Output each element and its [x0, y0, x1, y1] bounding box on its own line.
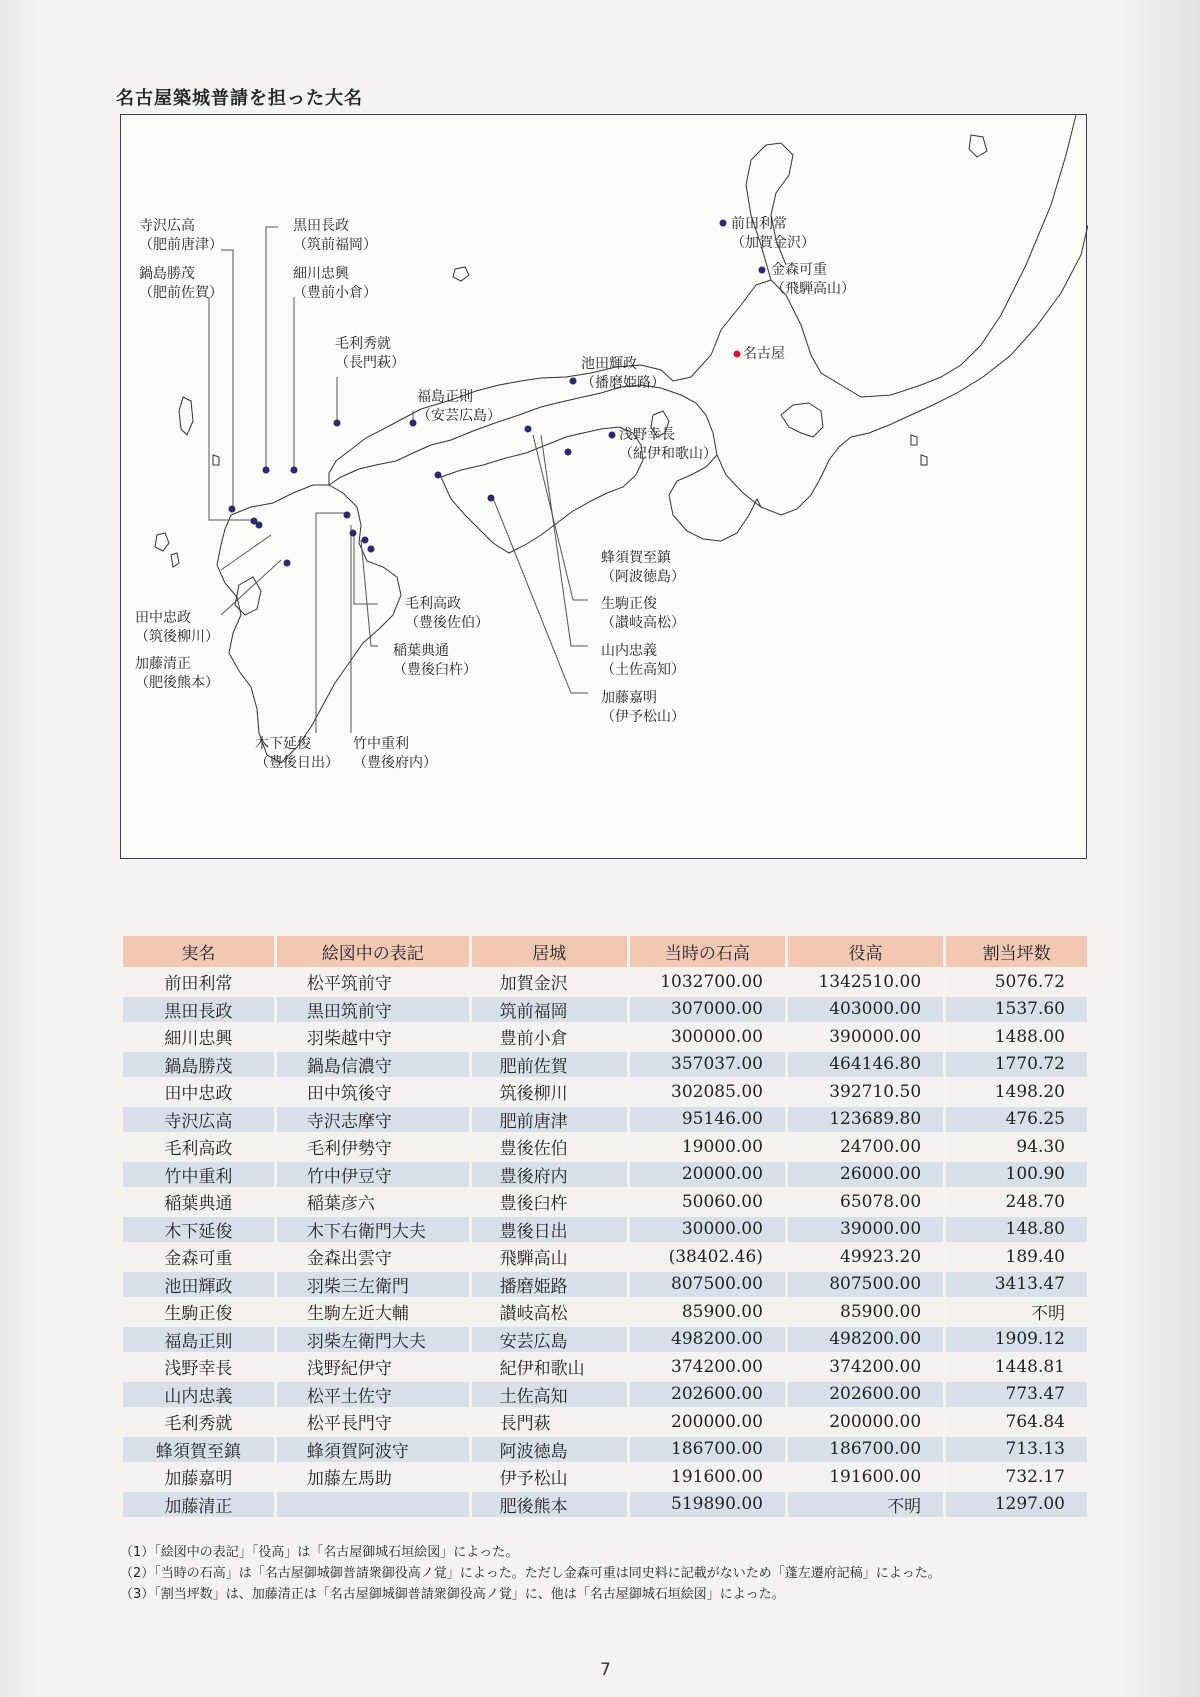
cell-jitsumei: 加藤清正: [123, 1492, 274, 1518]
map-label-asano: 浅野幸長 （紀伊和歌山）: [619, 427, 717, 462]
cell-yakudaka: 24700.00: [788, 1134, 943, 1160]
cell-kokudaka: 374200.00: [630, 1354, 785, 1380]
cell-tsubosu: 3413.47: [946, 1272, 1087, 1298]
cell-jitsumei: 毛利高政: [123, 1134, 274, 1160]
map-label-kato-yoshiaki: 加藤嘉明 （伊予松山）: [601, 690, 685, 725]
table-row: [123, 1189, 1087, 1215]
map-label-hachisuka: 蜂須賀至鎮 （阿波徳島）: [601, 550, 685, 585]
cell-kyojo: 加賀金沢: [472, 969, 627, 995]
cell-kokudaka: 200000.00: [630, 1409, 785, 1435]
cell-jitsumei: 竹中重利: [123, 1162, 274, 1188]
cell-ezu-hyoki: 金森出雲守: [277, 1244, 469, 1270]
cell-kokudaka: 307000.00: [630, 997, 785, 1023]
cell-kyojo: 阿波徳島: [472, 1437, 627, 1463]
map-label-ikeda: 池田輝政 （播磨姫路）: [581, 356, 665, 391]
cell-tsubosu: 1488.00: [946, 1024, 1087, 1050]
cell-yakudaka: 不明: [788, 1492, 943, 1518]
cell-tsubosu: 1297.00: [946, 1492, 1087, 1518]
cell-tsubosu: 148.80: [946, 1217, 1087, 1243]
cell-kyojo: 長門萩: [472, 1409, 627, 1435]
cell-kokudaka: (38402.46): [630, 1244, 785, 1270]
page-title: 名古屋築城普請を担った大名: [116, 88, 363, 109]
table-row: [123, 1437, 1087, 1463]
cell-jitsumei: 黒田長政: [123, 997, 274, 1023]
map-label-mori-takamasa: 毛利高政 （豊後佐伯）: [405, 596, 489, 631]
cell-yakudaka: 392710.50: [788, 1079, 943, 1105]
table-row: [123, 1492, 1087, 1518]
cell-tsubosu: 732.17: [946, 1464, 1087, 1490]
cell-kyojo: 土佐高知: [472, 1382, 627, 1408]
cell-jitsumei: 池田輝政: [123, 1272, 274, 1298]
cell-kyojo: 肥後熊本: [472, 1492, 627, 1518]
table-row: [123, 1079, 1087, 1105]
header-kokudaka: 当時の石高: [630, 936, 785, 967]
map-label-kato-kiyomasa: 加藤清正 （肥後熊本）: [135, 656, 219, 691]
cell-kokudaka: 300000.00: [630, 1024, 785, 1050]
cell-kokudaka: 302085.00: [630, 1079, 785, 1105]
cell-jitsumei: 木下延俊: [123, 1217, 274, 1243]
cell-yakudaka: 202600.00: [788, 1382, 943, 1408]
tsushima-island: [179, 397, 193, 435]
cell-jitsumei: 鍋島勝茂: [123, 1052, 274, 1078]
cell-yakudaka: 65078.00: [788, 1189, 943, 1215]
map-label-maeda: 前田利常 （加賀金沢）: [731, 216, 815, 251]
map-label-takenaka: 竹中重利 （豊後府内）: [353, 736, 437, 771]
cell-jitsumei: 田中忠政: [123, 1079, 274, 1105]
table-row: [123, 1464, 1087, 1490]
shimabara-peninsula: [235, 577, 261, 615]
header-yakudaka: 役高: [788, 936, 943, 967]
cell-tsubosu: 1537.60: [946, 997, 1087, 1023]
cell-kyojo: 豊後臼杵: [472, 1189, 627, 1215]
sado-island: [969, 135, 987, 157]
cell-tsubosu: 94.30: [946, 1134, 1087, 1160]
cell-kyojo: 筑前福岡: [472, 997, 627, 1023]
oki-islands: [453, 267, 469, 281]
cell-kokudaka: 1032700.00: [630, 969, 785, 995]
cell-jitsumei: 山内忠義: [123, 1382, 274, 1408]
cell-kyojo: 筑後柳川: [472, 1079, 627, 1105]
map-label-mori-hidenari: 毛利秀就 （長門萩）: [335, 336, 405, 371]
table-row: [123, 1327, 1087, 1353]
cell-tsubosu: 773.47: [946, 1382, 1087, 1408]
cell-yakudaka: 1342510.00: [788, 969, 943, 995]
cell-jitsumei: 金森可重: [123, 1244, 274, 1270]
map-label-kuroda: 黒田長政 （筑前福岡）: [293, 218, 377, 253]
cell-ezu-hyoki: 稲葉彦六: [277, 1189, 469, 1215]
table-row: [123, 1272, 1087, 1298]
cell-ezu-hyoki: 松平土佐守: [277, 1382, 469, 1408]
cell-kokudaka: 191600.00: [630, 1464, 785, 1490]
cell-ezu-hyoki: 生駒左近大輔: [277, 1299, 469, 1325]
footnote-1: （1）「絵図中の表記」「役高」は「名古屋御城石垣絵図」によった。: [120, 1545, 519, 1560]
cell-ezu-hyoki: 浅野紀伊守: [277, 1354, 469, 1380]
cell-yakudaka: 498200.00: [788, 1327, 943, 1353]
izu-islands: [911, 435, 927, 465]
cell-kokudaka: 95146.00: [630, 1107, 785, 1133]
cell-kokudaka: 50060.00: [630, 1189, 785, 1215]
cell-yakudaka: 464146.80: [788, 1052, 943, 1078]
cell-kokudaka: 85900.00: [630, 1299, 785, 1325]
map-label-yamauchi: 山内忠義 （土佐高知）: [601, 643, 685, 678]
table-row: [123, 1217, 1087, 1243]
cell-tsubosu: 476.25: [946, 1107, 1087, 1133]
cell-ezu-hyoki: 鍋島信濃守: [277, 1052, 469, 1078]
cell-ezu-hyoki: 木下右衛門大夫: [277, 1217, 469, 1243]
cell-kyojo: 肥前唐津: [472, 1107, 627, 1133]
table-row: [123, 1244, 1087, 1270]
cell-yakudaka: 403000.00: [788, 997, 943, 1023]
cell-tsubosu: 100.90: [946, 1162, 1087, 1188]
table-row: [123, 1382, 1087, 1408]
cell-kyojo: 播磨姫路: [472, 1272, 627, 1298]
cell-yakudaka: 39000.00: [788, 1217, 943, 1243]
daimyo-table: [120, 934, 1090, 1519]
goto-islands: [155, 533, 179, 567]
cell-kyojo: 飛騨高山: [472, 1244, 627, 1270]
cell-yakudaka: 807500.00: [788, 1272, 943, 1298]
cell-kokudaka: 357037.00: [630, 1052, 785, 1078]
cell-yakudaka: 200000.00: [788, 1409, 943, 1435]
cell-kokudaka: 186700.00: [630, 1437, 785, 1463]
cell-yakudaka: 186700.00: [788, 1437, 943, 1463]
header-kyojo: 居城: [472, 936, 627, 967]
table-row: [123, 997, 1087, 1023]
map-label-nagoya: 名古屋: [743, 346, 785, 362]
kyushu-coastline: [217, 485, 401, 763]
header-ezu-hyoki: 絵図中の表記: [277, 936, 469, 967]
map-label-hosokawa: 細川忠興 （豊前小倉）: [293, 266, 377, 301]
table-body: [123, 969, 1087, 1517]
header-tsubosu: 割当坪数: [946, 936, 1087, 967]
cell-kyojo: 肥前佐賀: [472, 1052, 627, 1078]
cell-tsubosu: 713.13: [946, 1437, 1087, 1463]
map-label-inaba: 稲葉典通 （豊後臼杵）: [393, 643, 477, 678]
cell-tsubosu: 1770.72: [946, 1052, 1087, 1078]
table-row: [123, 1107, 1087, 1133]
cell-kyojo: 伊予松山: [472, 1464, 627, 1490]
cell-yakudaka: 191600.00: [788, 1464, 943, 1490]
ise-bay: [781, 403, 823, 437]
cell-jitsumei: 浅野幸長: [123, 1354, 274, 1380]
table-row: [123, 1024, 1087, 1050]
cell-ezu-hyoki: 羽柴三左衛門: [277, 1272, 469, 1298]
cell-kyojo: 讃岐高松: [472, 1299, 627, 1325]
cell-tsubosu: 764.84: [946, 1409, 1087, 1435]
cell-yakudaka: 85900.00: [788, 1299, 943, 1325]
map-label-kinoshita: 木下延俊 （豊後日出）: [255, 736, 339, 771]
cell-tsubosu: 5076.72: [946, 969, 1087, 995]
cell-jitsumei: 前田利常: [123, 969, 274, 995]
cell-jitsumei: 福島正則: [123, 1327, 274, 1353]
daimyo-map: [120, 114, 1087, 859]
nagoya-dot: [734, 351, 741, 358]
map-label-kanamori: 金森可重 （飛騨高山）: [771, 262, 855, 297]
table-row: [123, 1354, 1087, 1380]
footnote-2: （2）「当時の石高」は「名古屋御城御普請衆御役高ノ覚」によった。ただし金森可重は同史料に記載がないため「蓬左遷府記稿」によった。: [120, 1566, 941, 1581]
cell-jitsumei: 寺沢広高: [123, 1107, 274, 1133]
map-label-terazawa: 寺沢広高 （肥前唐津）: [139, 218, 223, 253]
header-jitsumei: 実名: [123, 936, 274, 967]
footnotes: [120, 1542, 941, 1605]
cell-tsubosu: 1448.81: [946, 1354, 1087, 1380]
cell-kyojo: 紀伊和歌山: [472, 1354, 627, 1380]
table-row: [123, 969, 1087, 995]
cell-jitsumei: 稲葉典通: [123, 1189, 274, 1215]
cell-tsubosu: 不明: [946, 1299, 1087, 1325]
cell-jitsumei: 細川忠興: [123, 1024, 274, 1050]
cell-ezu-hyoki: 寺沢志摩守: [277, 1107, 469, 1133]
cell-kokudaka: 20000.00: [630, 1162, 785, 1188]
cell-kokudaka: 19000.00: [630, 1134, 785, 1160]
cell-yakudaka: 123689.80: [788, 1107, 943, 1133]
cell-ezu-hyoki: 加藤左馬助: [277, 1464, 469, 1490]
cell-ezu-hyoki: 黒田筑前守: [277, 997, 469, 1023]
cell-kyojo: 豊後府内: [472, 1162, 627, 1188]
cell-jitsumei: 蜂須賀至鎮: [123, 1437, 274, 1463]
cell-yakudaka: 26000.00: [788, 1162, 943, 1188]
cell-kokudaka: 30000.00: [630, 1217, 785, 1243]
page-number: 7: [600, 1660, 611, 1680]
cell-ezu-hyoki: 竹中伊豆守: [277, 1162, 469, 1188]
cell-kokudaka: 498200.00: [630, 1327, 785, 1353]
cell-tsubosu: 1498.20: [946, 1079, 1087, 1105]
cell-ezu-hyoki: 羽柴左衛門大夫: [277, 1327, 469, 1353]
cell-jitsumei: 加藤嘉明: [123, 1464, 274, 1490]
cell-kokudaka: 519890.00: [630, 1492, 785, 1518]
table-row: [123, 1162, 1087, 1188]
cell-kyojo: 豊前小倉: [472, 1024, 627, 1050]
table-row: [123, 1409, 1087, 1435]
shikoku-coastline: [441, 427, 643, 553]
cell-ezu-hyoki: 松平長門守: [277, 1409, 469, 1435]
cell-ezu-hyoki: 蜂須賀阿波守: [277, 1437, 469, 1463]
cell-jitsumei: 毛利秀就: [123, 1409, 274, 1435]
cell-ezu-hyoki: 松平筑前守: [277, 969, 469, 995]
cell-tsubosu: 248.70: [946, 1189, 1087, 1215]
cell-kyojo: 安芸広島: [472, 1327, 627, 1353]
cell-ezu-hyoki: [277, 1492, 469, 1518]
table-header-row: [123, 936, 1087, 967]
footnote-3: （3）「割当坪数」は、加藤清正は「名古屋御城御普請衆御役高ノ覚」に、他は「名古屋御城石垣絵図」によった。: [120, 1587, 785, 1602]
cell-ezu-hyoki: 羽柴越中守: [277, 1024, 469, 1050]
cell-kyojo: 豊後佐伯: [472, 1134, 627, 1160]
map-label-tanaka: 田中忠政 （筑後柳川）: [135, 610, 219, 645]
noto-peninsula: [746, 143, 793, 280]
cell-yakudaka: 374200.00: [788, 1354, 943, 1380]
cell-kokudaka: 807500.00: [630, 1272, 785, 1298]
cell-yakudaka: 390000.00: [788, 1024, 943, 1050]
cell-yakudaka: 49923.20: [788, 1244, 943, 1270]
table-row: [123, 1134, 1087, 1160]
cell-jitsumei: 生駒正俊: [123, 1299, 274, 1325]
iki-island: [213, 455, 219, 465]
map-label-fukushima: 福島正則 （安芸広島）: [417, 389, 501, 424]
cell-ezu-hyoki: 毛利伊勢守: [277, 1134, 469, 1160]
map-label-nabeshima: 鍋島勝茂 （肥前佐賀）: [139, 266, 223, 301]
kii-peninsula: [669, 455, 761, 541]
table-row: [123, 1299, 1087, 1325]
table-row: [123, 1052, 1087, 1078]
cell-tsubosu: 1909.12: [946, 1327, 1087, 1353]
cell-ezu-hyoki: 田中筑後守: [277, 1079, 469, 1105]
cell-kyojo: 豊後日出: [472, 1217, 627, 1243]
cell-tsubosu: 189.40: [946, 1244, 1087, 1270]
map-label-ikoma: 生駒正俊 （讃岐高松）: [601, 596, 685, 631]
cell-kokudaka: 202600.00: [630, 1382, 785, 1408]
